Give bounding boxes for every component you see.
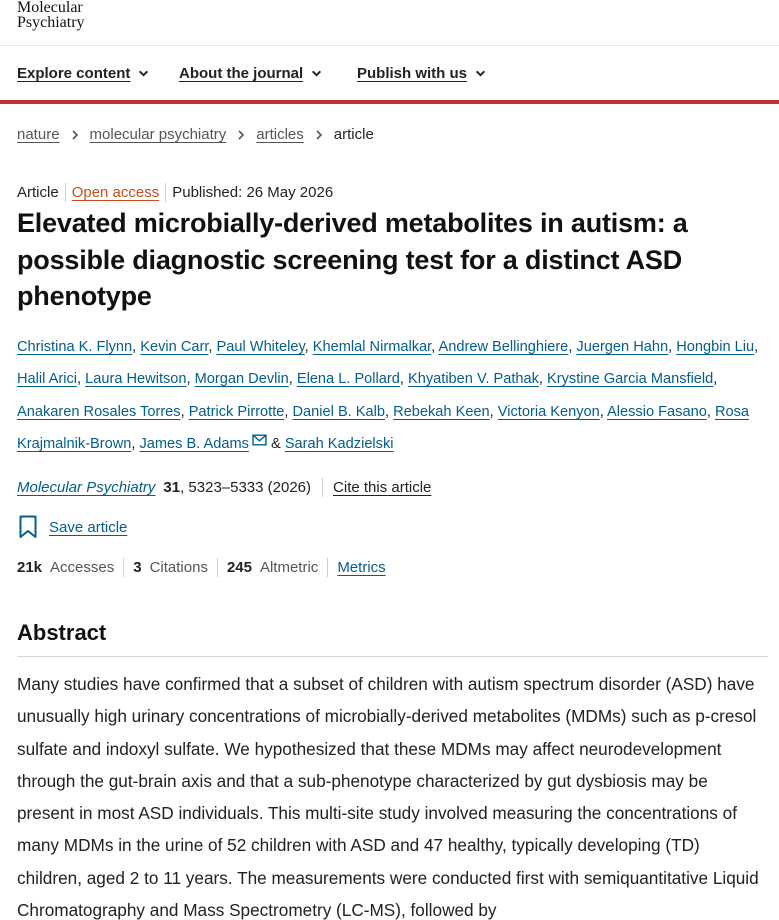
author-separator: , bbox=[754, 339, 759, 355]
author-list bbox=[17, 331, 767, 460]
article-type: Article bbox=[17, 184, 59, 201]
chevron-right-icon bbox=[315, 130, 323, 140]
chevron-down-icon bbox=[138, 68, 149, 79]
citations-count: 3 bbox=[133, 559, 142, 576]
author-link[interactable]: James B. Adams bbox=[139, 435, 249, 452]
abstract-text: Many studies have confirmed that a subset of children with autism spectrum disorder (ASD) have unusually high urinary concentrations of microbially-derived metabolites (MDMs) such as p-cresol sulfate and indoxyl sulfate. We hypothesized that these MDMs may affect neurodevelopment through the gut-brain axis and that a sub-phenotype characterized by gut dysbiosis may be present in most ASD individuals. This multi-site study involved measuring the concentrations of many MDMs in the urine of 52 children with ASD and 47 healthy, typically developing (TD) children, aged 2 to 11 years. The measurements were conducted first with semiquantitative Liquid Chromatography and Mass Spectrometry (LC-MS), followed by bbox=[17, 674, 759, 920]
author-link[interactable]: Elena L. Pollard bbox=[296, 371, 400, 388]
divider bbox=[217, 558, 218, 577]
author-link[interactable]: Daniel B. Kalb bbox=[292, 403, 385, 420]
divider bbox=[322, 478, 323, 497]
article-metrics bbox=[17, 558, 386, 577]
author-separator: , bbox=[131, 435, 140, 452]
nav-label: About the journal bbox=[179, 65, 304, 82]
nav-label: Explore content bbox=[17, 65, 131, 82]
author-link[interactable]: Sarah Kadzielski bbox=[284, 435, 394, 452]
divider bbox=[327, 558, 328, 577]
author-link[interactable]: Khemlal Nirmalkar bbox=[312, 339, 432, 355]
author-separator: & bbox=[266, 435, 285, 452]
author-link[interactable]: Juergen Hahn bbox=[576, 339, 669, 355]
author-link[interactable]: Rosa Krajmalnik-Brown bbox=[17, 403, 750, 452]
breadcrumb-current: article bbox=[333, 126, 374, 143]
published-date: Published: 26 May 2026 bbox=[172, 184, 334, 201]
author-link[interactable]: Krystine Garcia Mansfield bbox=[547, 371, 714, 388]
author-link[interactable]: Patrick Pirrotte bbox=[188, 403, 285, 420]
logo-line-1: Molecular bbox=[17, 0, 83, 16]
breadcrumb-articles[interactable]: articles bbox=[256, 126, 304, 143]
author-link[interactable]: Andrew Bellinghiere bbox=[438, 339, 569, 355]
journal-logo[interactable] bbox=[17, 0, 85, 30]
journal-name-link[interactable]: Molecular Psychiatry bbox=[17, 479, 156, 496]
breadcrumb-nature[interactable]: nature bbox=[17, 126, 60, 143]
author-separator: , bbox=[288, 371, 297, 388]
journal-pages: , 5323–5333 (2026) bbox=[180, 479, 312, 496]
author-link[interactable]: Alessio Fasano bbox=[607, 403, 707, 420]
nav-label: Publish with us bbox=[357, 65, 468, 82]
author-link[interactable]: Kevin Carr bbox=[140, 339, 209, 355]
author-separator: , bbox=[538, 371, 548, 388]
author-link[interactable]: Morgan Devlin bbox=[194, 371, 289, 388]
author-separator: , bbox=[706, 403, 715, 420]
save-article-button[interactable] bbox=[17, 514, 127, 540]
top-navigation bbox=[0, 45, 779, 101]
author-link[interactable]: Khyatiben V. Pathak bbox=[408, 371, 539, 388]
divider bbox=[165, 183, 166, 202]
author-link[interactable]: Christina K. Flynn bbox=[17, 339, 133, 355]
breadcrumb bbox=[17, 126, 374, 143]
nav-publish-with-us[interactable] bbox=[357, 65, 486, 82]
citations-label: Citations bbox=[149, 559, 208, 576]
author-separator: , bbox=[385, 403, 394, 420]
metrics-link[interactable]: Metrics bbox=[337, 559, 386, 576]
author-separator: , bbox=[77, 371, 86, 388]
citation-line bbox=[17, 478, 431, 497]
cite-article-link[interactable]: Cite this article bbox=[333, 479, 432, 496]
author-link[interactable]: Halil Arici bbox=[17, 371, 78, 388]
chevron-right-icon bbox=[71, 130, 79, 140]
nav-about-journal[interactable] bbox=[179, 65, 322, 82]
author-separator: , bbox=[186, 371, 195, 388]
article-meta bbox=[17, 183, 333, 202]
author-separator: , bbox=[599, 403, 608, 420]
chevron-right-icon bbox=[237, 130, 245, 140]
accesses-count: 21k bbox=[17, 559, 43, 576]
accesses-label: Accesses bbox=[50, 559, 115, 576]
divider bbox=[123, 558, 124, 577]
author-separator: , bbox=[180, 403, 189, 420]
altmetric-score: 245 bbox=[226, 559, 252, 576]
bookmark-icon bbox=[17, 514, 39, 540]
author-separator: , bbox=[132, 339, 141, 355]
chevron-down-icon bbox=[311, 68, 322, 79]
nav-explore-content[interactable] bbox=[17, 65, 149, 82]
header-accent-bar bbox=[0, 100, 779, 104]
author-link[interactable]: Anakaren Rosales Torres bbox=[17, 403, 181, 420]
journal-volume: 31 bbox=[163, 479, 181, 496]
author-separator: , bbox=[489, 403, 498, 420]
abstract-divider bbox=[17, 656, 768, 657]
author-separator: , bbox=[713, 371, 718, 388]
altmetric-label: Altmetric bbox=[259, 559, 319, 576]
open-access-link[interactable]: Open access bbox=[71, 184, 160, 201]
author-separator: , bbox=[668, 339, 677, 355]
author-separator: , bbox=[568, 339, 577, 355]
author-separator: , bbox=[431, 339, 439, 355]
article-title: Elevated microbially-derived metabolites in autism: a possible diagnostic screening test for a distinct ASD phenotype bbox=[17, 208, 688, 311]
chevron-down-icon bbox=[475, 68, 486, 79]
abstract-heading: Abstract bbox=[17, 620, 107, 645]
author-link[interactable]: Laura Hewitson bbox=[85, 371, 187, 388]
save-article-label: Save article bbox=[49, 518, 128, 536]
author-link[interactable]: Victoria Kenyon bbox=[497, 403, 600, 420]
logo-line-2: Psychiatry bbox=[17, 14, 85, 31]
divider bbox=[65, 183, 66, 202]
author-separator: , bbox=[304, 339, 313, 355]
author-link[interactable]: Paul Whiteley bbox=[216, 339, 305, 355]
author-link[interactable]: Rebekah Keen bbox=[393, 403, 490, 420]
email-icon[interactable] bbox=[252, 434, 267, 446]
breadcrumb-molecular-psychiatry[interactable]: molecular psychiatry bbox=[89, 126, 227, 143]
author-link[interactable]: Hongbin Liu bbox=[676, 339, 755, 355]
author-separator: , bbox=[399, 371, 408, 388]
author-separator: , bbox=[208, 339, 217, 355]
author-separator: , bbox=[284, 403, 293, 420]
